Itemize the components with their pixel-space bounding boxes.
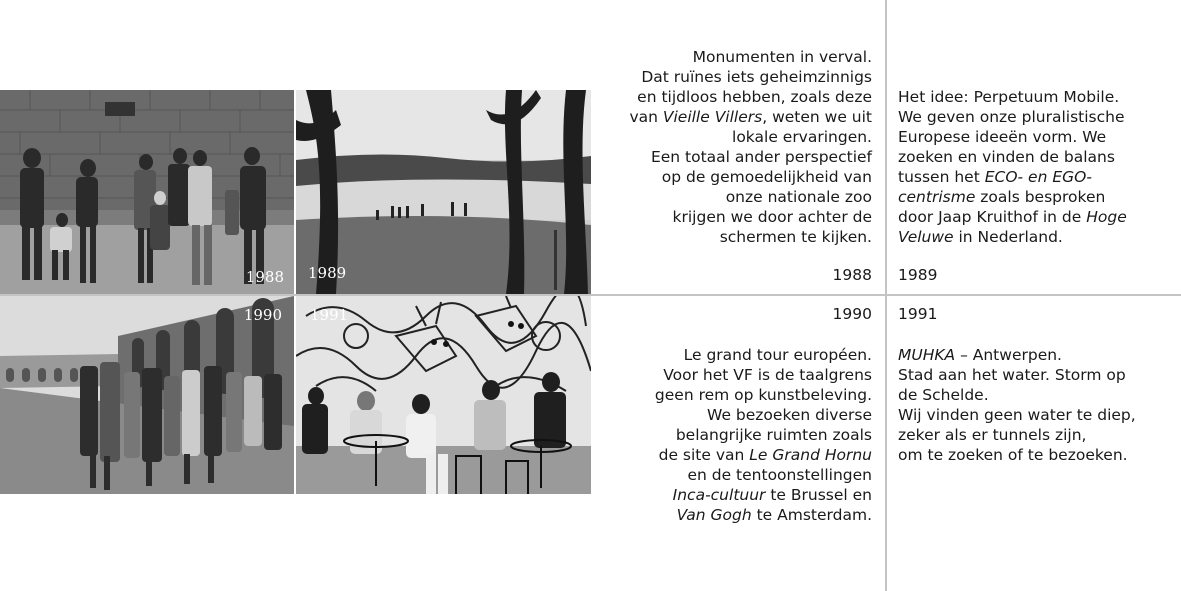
- text-line: Stad aan het water. Storm op: [898, 366, 1126, 384]
- text-line: en tijdloos hebben, zoals deze: [637, 88, 872, 106]
- photo-1990: [0, 296, 294, 494]
- text-line: geen rem op kunstbeleving.: [654, 386, 872, 404]
- year-1990: 1990: [832, 305, 872, 323]
- text-line: Le grand tour européen.: [683, 346, 872, 364]
- text-line: lokale ervaringen.: [732, 128, 872, 146]
- text-line: de site van Le Grand Hornu: [658, 446, 872, 464]
- text-line: Een totaal ander perspectief: [650, 148, 872, 166]
- text-line: om te zoeken of te bezoeken.: [898, 446, 1128, 464]
- text-line: onze nationale zoo: [725, 188, 872, 206]
- text-1991: [898, 345, 1168, 465]
- text-1989: [898, 87, 1168, 247]
- text-line: We geven onze pluralistische: [898, 108, 1125, 126]
- photo-year-label: 1990: [243, 306, 282, 324]
- text-line: de Schelde.: [898, 386, 989, 404]
- text-line: zeker als er tunnels zijn,: [898, 426, 1087, 444]
- text-line: belangrijke ruimten zoals: [675, 426, 872, 444]
- text-line: Het idee: Perpetuum Mobile.: [898, 88, 1120, 106]
- text-line: Inca-cultuur te Brussel en: [672, 486, 872, 504]
- text-line: Wij vinden geen water te diep,: [898, 406, 1136, 424]
- text-1988: [582, 47, 872, 247]
- photo-1988-image: [0, 90, 294, 294]
- text-line: op de gemoedelijkheid van: [661, 168, 872, 186]
- photo-1989: [296, 90, 591, 294]
- text-line: MUHKA – Antwerpen.: [898, 346, 1062, 364]
- text-line: krijgen we door achter de: [672, 208, 872, 226]
- photo-year-label: 1989: [308, 264, 347, 282]
- text-line: Voor het VF is de taalgrens: [663, 366, 872, 384]
- text-1990: [582, 345, 872, 525]
- year-1989: 1989: [898, 266, 938, 284]
- text-line: Monumenten in verval.: [692, 48, 872, 66]
- text-line: Veluwe in Nederland.: [898, 228, 1063, 246]
- text-line: tussen het ECO- en EGO-: [898, 168, 1092, 186]
- text-line: en de tentoonstellingen: [687, 466, 872, 484]
- text-line: schermen te kijken.: [719, 228, 872, 246]
- text-line: Dat ruïnes iets geheimzinnigs: [641, 68, 872, 86]
- photo-1988: [0, 90, 294, 294]
- text-line: door Jaap Kruithof in de Hoge: [898, 208, 1127, 226]
- year-1988: 1988: [832, 266, 872, 284]
- photo-year-label: 1988: [245, 268, 284, 286]
- text-line: Europese ideeën vorm. We: [898, 128, 1107, 146]
- text-line: Van Gogh te Amsterdam.: [676, 506, 872, 524]
- text-line: van Vieille Villers, weten we uit: [629, 108, 872, 126]
- photo-year-label: 1991: [310, 306, 349, 324]
- text-line: zoeken en vinden de balans: [898, 148, 1115, 166]
- year-1991: 1991: [898, 305, 938, 323]
- photo-1991-image: [296, 296, 591, 494]
- text-line: centrisme zoals besproken: [898, 188, 1106, 206]
- photo-1991: [296, 296, 591, 494]
- text-line: We bezoeken diverse: [707, 406, 872, 424]
- photo-1990-image: [0, 296, 294, 494]
